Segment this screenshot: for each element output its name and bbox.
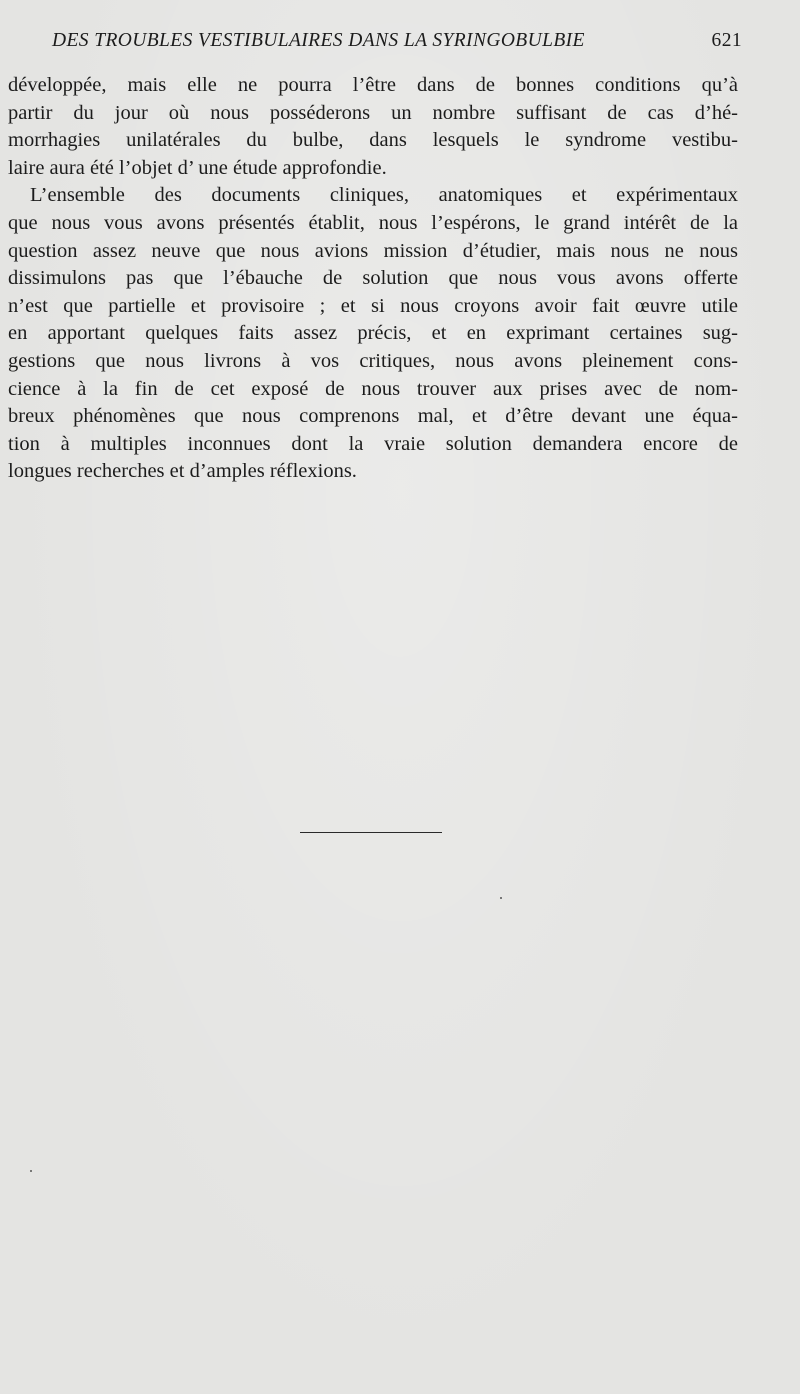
text-line: L’ensemble des documents cliniques, anatomiques et expérimentaux	[30, 184, 738, 207]
section-end-rule	[300, 832, 442, 833]
running-title: DES TROUBLES VESTIBULAIRES DANS LA SYRINGOBULBIE	[52, 30, 585, 51]
running-head	[52, 30, 742, 60]
paper-speck	[30, 1170, 32, 1172]
text-line: que nous vous avons présentés établit, nous l’espérons, le grand intérêt de la	[8, 211, 738, 234]
text-line: dissimulons pas que l’ébauche de solution que nous vous avons offerte	[8, 267, 738, 290]
text-line: cience à la fin de cet exposé de nous trouver aux prises avec de nom-	[8, 377, 738, 400]
text-line: tion à multiples inconnues dont la vraie solution demandera encore de	[8, 432, 738, 455]
text-line: morrhagies unilatérales du bulbe, dans lesquels le syndrome vestibu-	[8, 129, 738, 152]
text-line: question assez neuve que nous avions mission d’étudier, mais nous ne nous	[8, 239, 738, 262]
text-line: développée, mais elle ne pourra l’être dans de bonnes conditions qu’à	[8, 74, 738, 96]
text-line: en apportant quelques faits assez précis, et en exprimant certaines sug-	[8, 322, 738, 345]
text-line: laire aura été l’objet d’ une étude approfondie.	[8, 156, 387, 179]
page-number: 621	[711, 30, 742, 51]
text-line: partir du jour où nous posséderons un nombre suffisant de cas d’hé-	[8, 101, 738, 124]
paragraph-2	[8, 182, 738, 486]
text-line: longues recherches et d’amples réflexions.	[8, 460, 357, 483]
paper-speck	[500, 897, 502, 899]
text-line: breux phénomènes que nous comprenons mal, et d’être devant une équa-	[8, 405, 738, 428]
text-line: n’est que partielle et provisoire ; et si nous croyons avoir fait œuvre utile	[8, 294, 738, 317]
body-text	[8, 72, 738, 486]
text-line: gestions que nous livrons à vos critiques, nous avons pleinement cons-	[8, 349, 738, 372]
paragraph-1	[8, 72, 738, 182]
